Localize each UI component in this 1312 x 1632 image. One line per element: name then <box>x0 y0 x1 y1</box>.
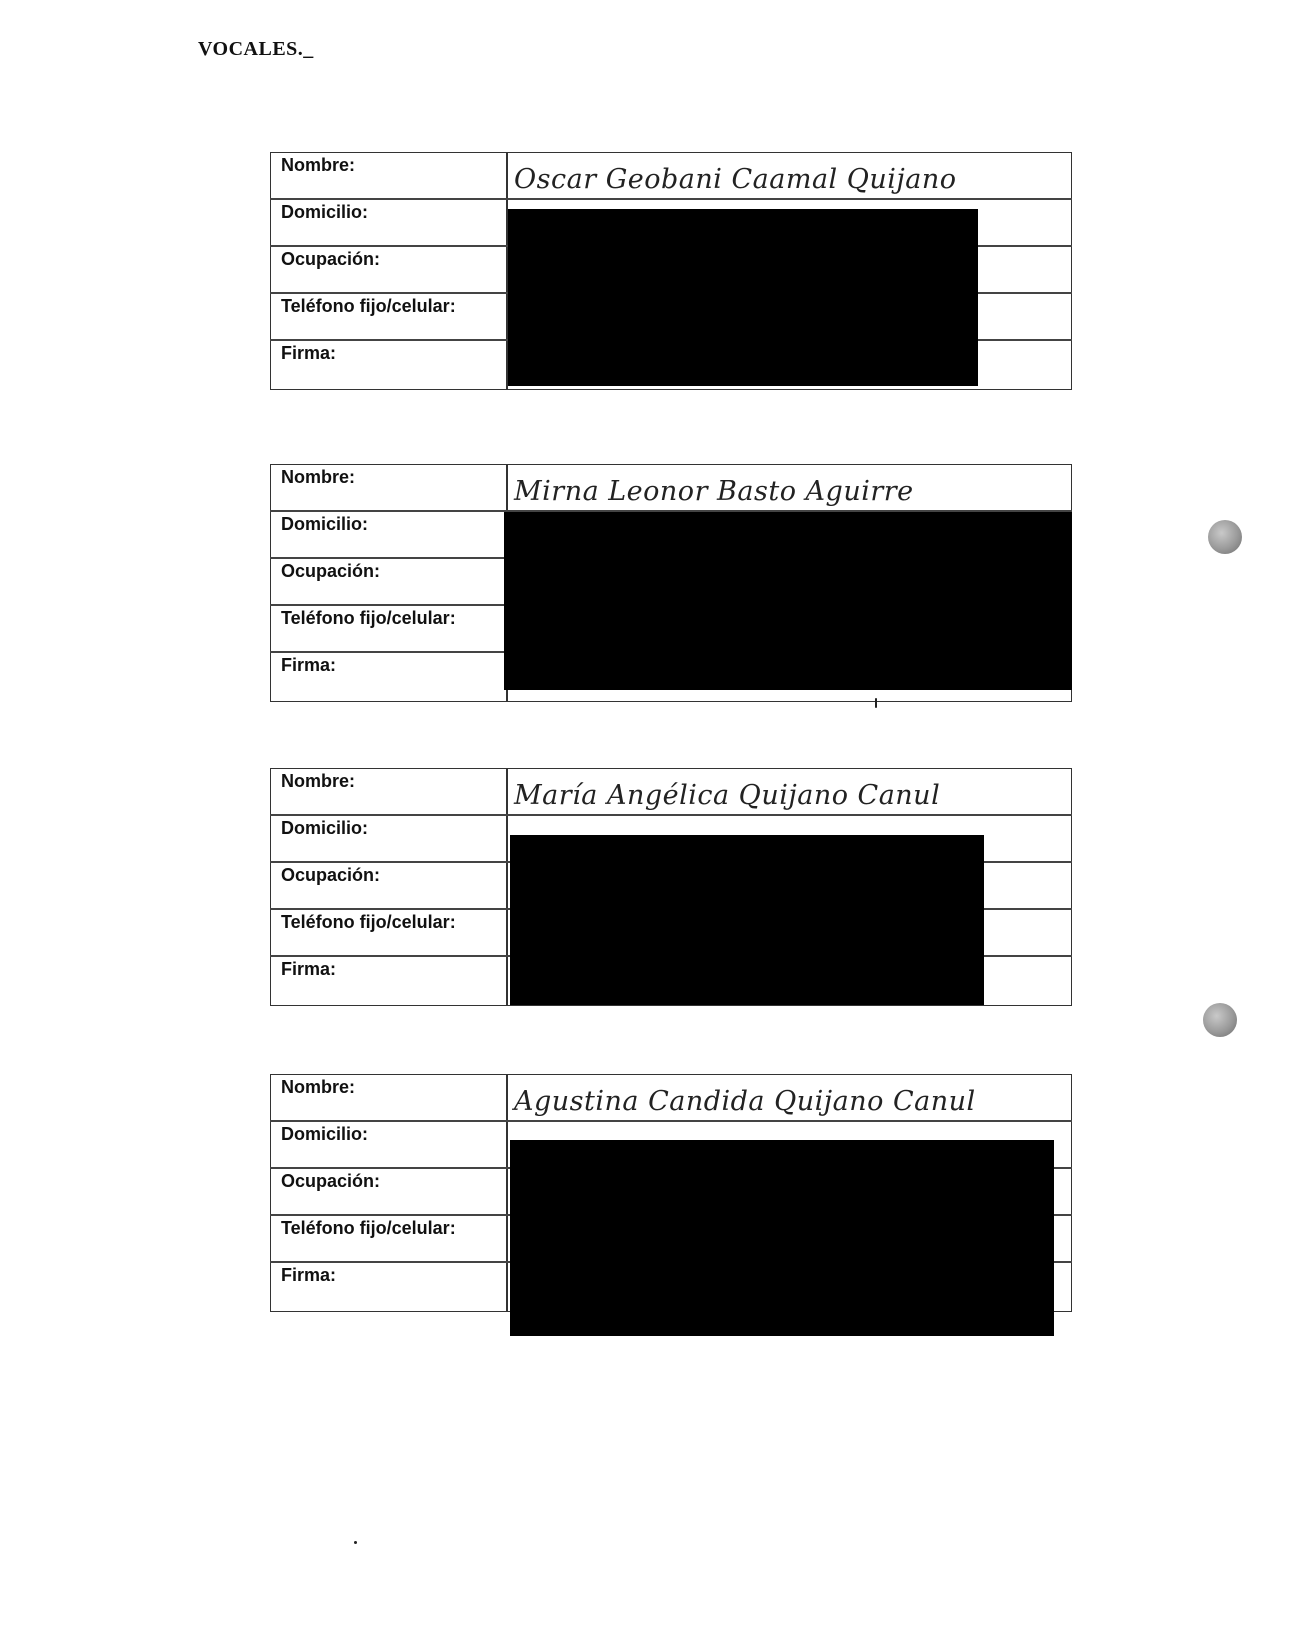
label-phone: Teléfono fijo/celular: <box>281 912 456 932</box>
member-card-1 <box>270 152 1072 390</box>
label-name: Nombre: <box>281 1077 356 1097</box>
label-signature: Firma: <box>281 959 337 979</box>
label-occupation: Ocupación: <box>281 561 381 581</box>
label-address: Domicilio: <box>281 514 369 534</box>
label-phone: Teléfono fijo/celular: <box>281 1218 456 1238</box>
label-name: Nombre: <box>281 771 356 791</box>
label-address: Domicilio: <box>281 202 369 222</box>
handwritten-name: Oscar Geobani Caamal Quijano <box>514 164 957 195</box>
label-signature: Firma: <box>281 343 337 363</box>
label-occupation: Ocupación: <box>281 249 381 269</box>
handwritten-name: Mirna Leonor Basto Aguirre <box>514 476 914 507</box>
member-card-4 <box>270 1074 1072 1312</box>
label-name: Nombre: <box>281 155 356 175</box>
member-card-2 <box>270 464 1072 702</box>
redaction-block <box>508 209 978 386</box>
member-card-3 <box>270 768 1072 1006</box>
page-heading: VOCALES._ <box>198 38 314 60</box>
ink-speck <box>875 698 877 708</box>
label-name: Nombre: <box>281 467 356 487</box>
punch-hole <box>1208 520 1242 554</box>
ink-speck <box>354 1541 357 1544</box>
label-phone: Teléfono fijo/celular: <box>281 296 456 316</box>
label-occupation: Ocupación: <box>281 1171 381 1191</box>
redaction-block <box>510 1140 1054 1336</box>
redaction-block <box>504 512 1072 690</box>
punch-hole <box>1203 1003 1237 1037</box>
label-signature: Firma: <box>281 1265 337 1285</box>
label-phone: Teléfono fijo/celular: <box>281 608 456 628</box>
handwritten-name: Agustina Candida Quijano Canul <box>514 1086 976 1117</box>
label-address: Domicilio: <box>281 1124 369 1144</box>
handwritten-name: María Angélica Quijano Canul <box>514 780 941 811</box>
label-address: Domicilio: <box>281 818 369 838</box>
redaction-block <box>510 835 984 1005</box>
label-signature: Firma: <box>281 655 337 675</box>
label-occupation: Ocupación: <box>281 865 381 885</box>
